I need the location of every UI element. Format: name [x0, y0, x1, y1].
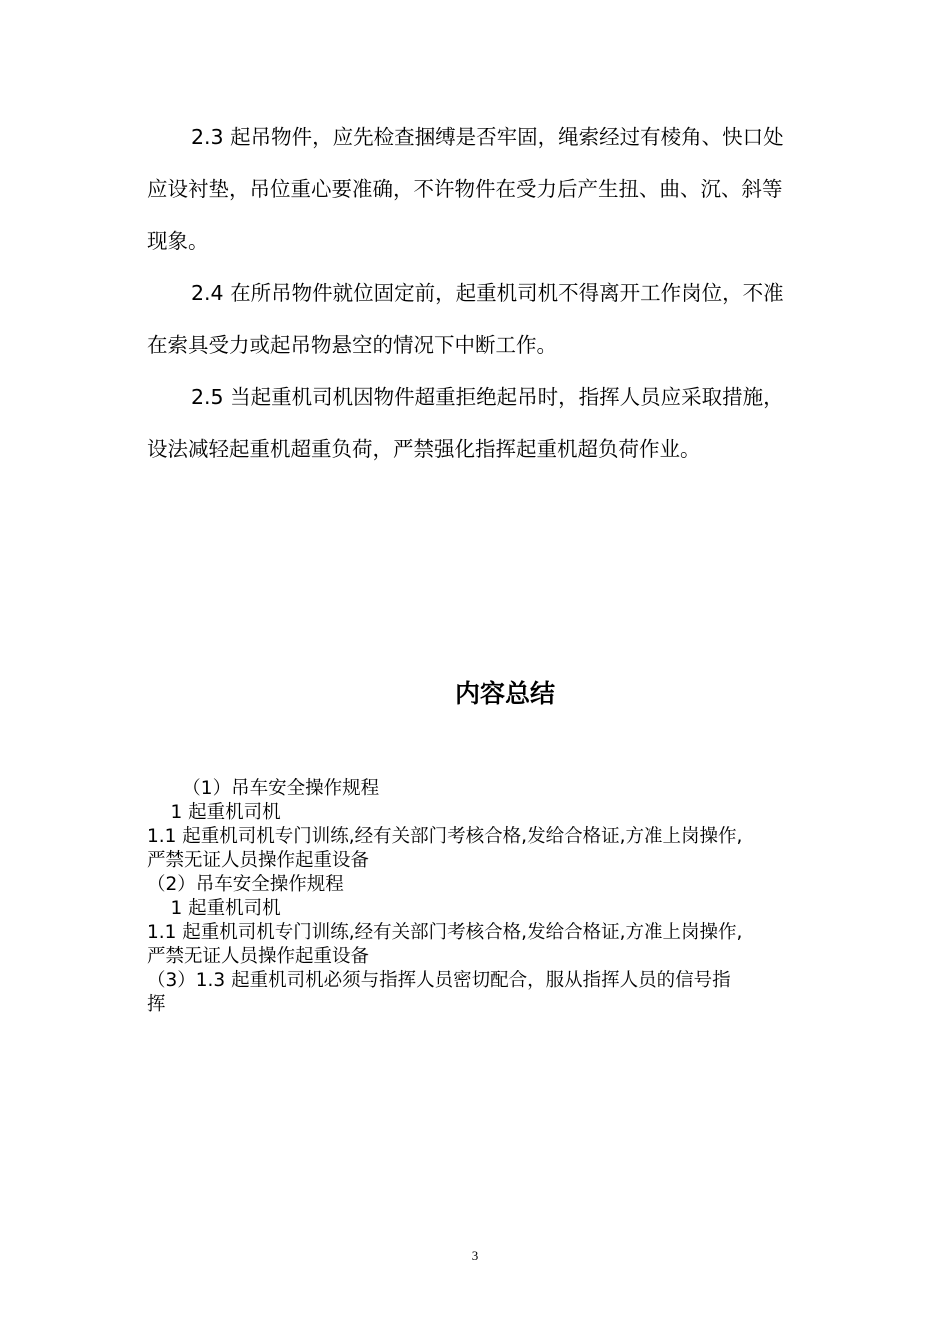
summary-line: 1 起重机司机 [147, 802, 281, 823]
summary-line: 严禁无证人员操作起重设备 [147, 850, 370, 871]
summary-line: 1.1 起重机司机专门训练,经有关部门考核合格,发给合格证,方准上岗操作, [147, 922, 743, 943]
summary-line: （3）1.3 起重机司机必须与指挥人员密切配合，服从指挥人员的信号指 [147, 970, 731, 991]
summary-line: 严禁无证人员操作起重设备 [147, 946, 370, 967]
page-number: 3 [471, 1248, 479, 1263]
summary-line: （2）吊车安全操作规程 [147, 874, 344, 895]
summary-line: 1.1 起重机司机专门训练,经有关部门考核合格,发给合格证,方准上岗操作, [147, 826, 743, 847]
summary-line: 挥 [147, 994, 166, 1015]
summary-heading: 内容总结 [454, 679, 555, 708]
paragraph-2-3: 2.3 起吊物件，应先检查捆缚是否牢固，绳索经过有棱角、快口处应设衬垫，吊位重心要准确，不许物件在受力后产生扭、曲、沉、斜等现象。 [147, 125, 784, 253]
summary-line: （1）吊车安全操作规程 [147, 778, 380, 799]
summary-block [147, 777, 807, 1017]
paragraph-2-4: 2.4 在所吊物件就位固定前，起重机司机不得离开工作岗位，不准在索具受力或起吊物悬空的情况下中断工作。 [147, 281, 784, 357]
paragraph-2-5: 2.5 当起重机司机因物件超重拒绝起吊时，指挥人员应采取措施，设法减轻起重机超重负荷，严禁强化指挥起重机超负荷作业。 [147, 385, 784, 461]
summary-line: 1 起重机司机 [147, 898, 281, 919]
